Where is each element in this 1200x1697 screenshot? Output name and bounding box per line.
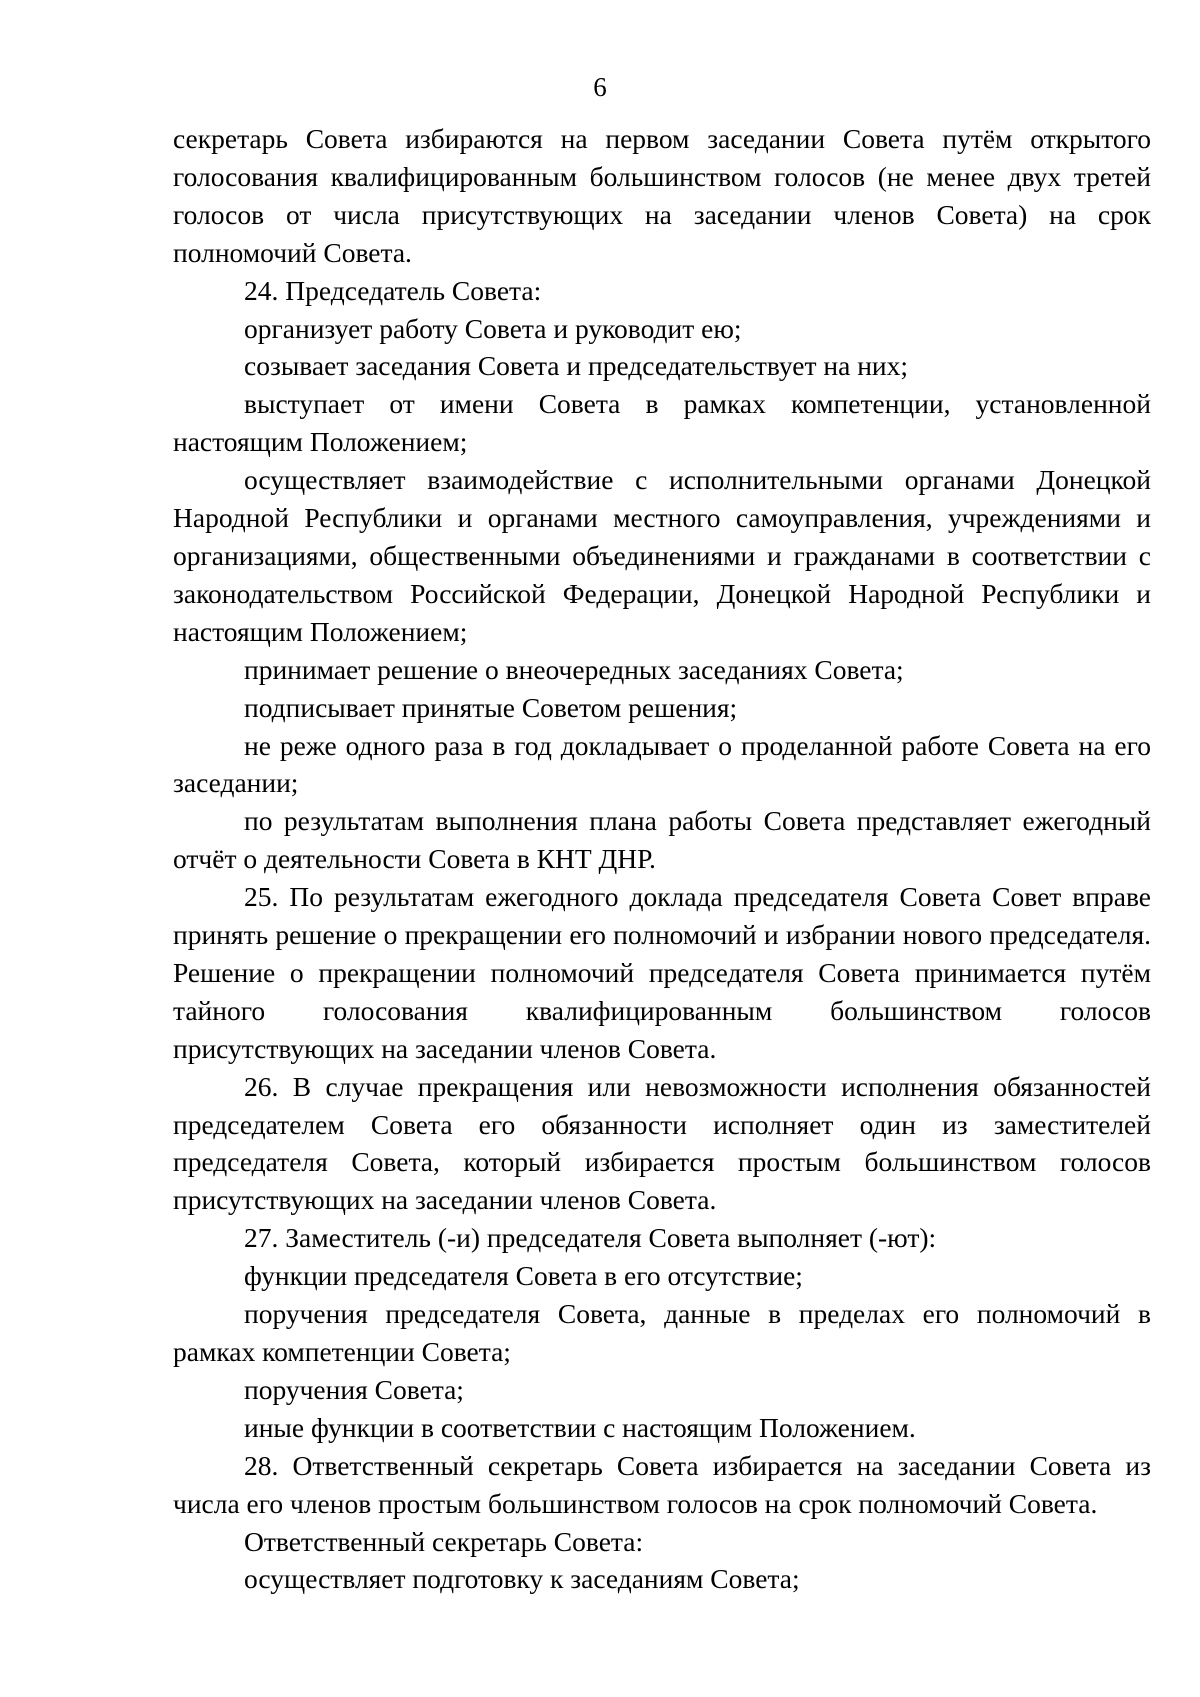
paragraph: иные функции в соответствии с настоящим Положением. [244, 1411, 916, 1443]
paragraph: функции председателя Совета в его отсутствие; [244, 1260, 803, 1292]
paragraph: поручения Совета; [244, 1373, 464, 1405]
paragraph: выступает от имени Совета в рамках компетенции, установленной настоящим Положением; [173, 388, 1151, 458]
paragraph: Ответственный секретарь Совета: [244, 1525, 644, 1557]
paragraph: подписывает принятые Советом решения; [244, 691, 738, 723]
document-body [173, 120, 1151, 1598]
page-number: 6 [593, 72, 607, 102]
paragraph-item-24-heading: 24. Председатель Совета: [244, 274, 542, 306]
paragraph: не реже одного раза в год докладывает о проделанной работе Совета на его заседании; [173, 729, 1151, 799]
paragraph-item-28: 28. Ответственный секретарь Совета избирается на заседании Совета из числа его членов простым большинством голосов на срок полномочий Совета. [173, 1449, 1151, 1519]
paragraph-continuation: секретарь Совета избираются на первом заседании Совета путём открытого голосования квалифицированным большинством голосов (не менее двух третей голосов от числа присутствующих на заседании членов Совета) на срок полномочий Совета. [173, 123, 1151, 268]
paragraph: осуществляет подготовку к заседаниям Совета; [244, 1563, 800, 1595]
paragraph-item-27-heading: 27. Заместитель (-и) председателя Совета выполняет (-ют): [244, 1222, 937, 1254]
paragraph-item-26: 26. В случае прекращения или невозможности исполнения обязанностей председателем Совета его обязанности исполняет один из заместителей председателя Совета, который избирается простым большинством голосов присутствующих на заседании членов Совета. [173, 1070, 1151, 1216]
paragraph-item-25: 25. По результатам ежегодного доклада председателя Совета Совет вправе принять решение о прекращении его полномочий и избрании нового председателя. Решение о прекращении полномочий председателя Совета принимается путём тайного голосования квалифицированным большинством голосов присутствующих на заседании членов Совета. [173, 881, 1151, 1064]
paragraph: организует работу Совета и руководит ею; [244, 312, 742, 344]
paragraph: осуществляет взаимодействие с исполнительными органами Донецкой Народной Республики и органами местного самоуправления, учреждениями и организациями, общественными объединениями и гражданами в соответствии с законодательством Российской Федерации, Донецкой Народной Республики и настоящим Положением; [173, 464, 1151, 647]
paragraph: поручения председателя Совета, данные в пределах его полномочий в рамках компетенции Совета; [173, 1298, 1151, 1367]
paragraph: созывает заседания Совета и председательствует на них; [244, 350, 909, 382]
paragraph: по результатам выполнения плана работы Совета представляет ежегодный отчёт о деятельности Совета в КНТ ДНР. [173, 805, 1151, 875]
paragraph: принимает решение о внеочередных заседаниях Совета; [244, 653, 904, 685]
